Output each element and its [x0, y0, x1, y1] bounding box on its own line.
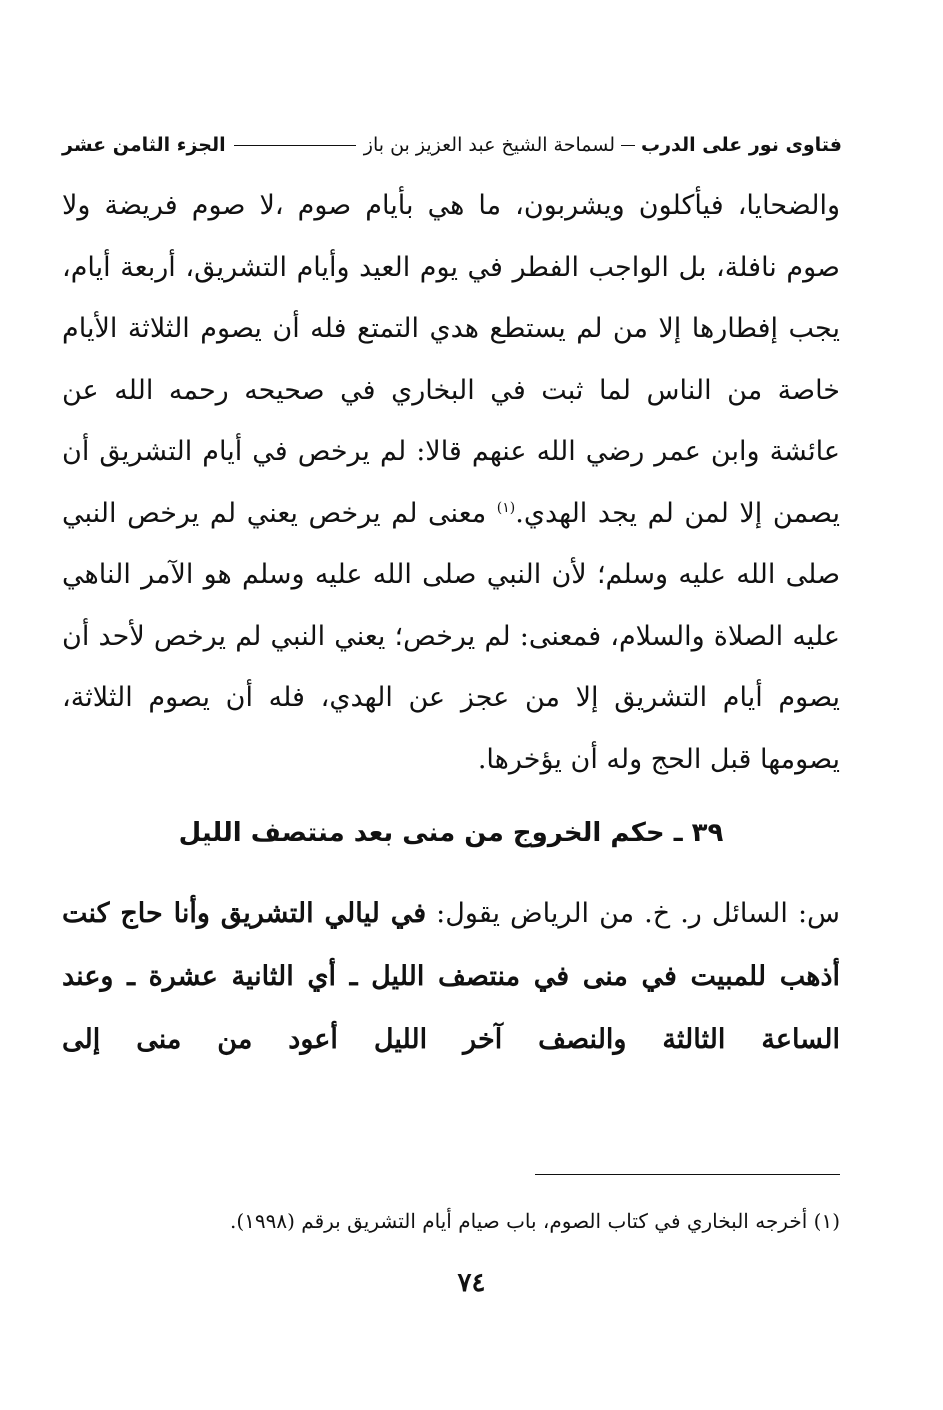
body-paragraph — [62, 175, 840, 790]
header-author: لسماحة الشيخ عبد العزيز بن باز — [363, 134, 615, 156]
header-volume: الجزء الثامن عشر — [62, 134, 226, 156]
question-text: في ليالي التشريق وأنا حاج كنت أذهب للمبيت في منى في منتصف الليل ـ أي الثانية عشرة ـ وعند الساعة الثالثة والنصف آخر الليل أعود من منى إلى — [62, 898, 840, 1055]
section-heading: ٣٩ ـ حكم الخروج من منى بعد منتصف الليل — [178, 818, 724, 848]
footnote-divider — [535, 1174, 840, 1175]
running-header — [62, 128, 842, 162]
body-paragraph-continued: معنى لم يرخص يعني لم يرخص النبي صلى الله عليه وسلم؛ لأن النبي صلى الله عليه وسلم هو الآمر الناهي عليه الصلاة والسلام، فمعنى: لم يرخص؛ يعني النبي لم يرخص لأحد أن يصوم أيام التشريق إلا من عجز عن الهدي، فله أن يصوم الثلاثة، يصومها قبل الحج وله أن يؤخرها. — [62, 497, 840, 775]
footnote-reference[interactable]: (١) — [496, 499, 516, 516]
main-text — [62, 175, 840, 790]
header-book-title: فتاوى نور على الدرب — [641, 134, 842, 156]
question-asker: السائل ر. خ. من الرياض يقول: — [426, 898, 798, 929]
page-number: ٧٤ — [457, 1268, 486, 1298]
header-rule — [234, 145, 356, 146]
question-block — [62, 882, 840, 1071]
question-label: س: — [797, 898, 840, 929]
body-paragraph-main: والضحايا، فيأكلون ويشربون، ما هي بأيام صوم ،لا صوم فريضة ولا صوم نافلة، بل الواجب الفطر في يوم العيد وأيام التشريق، أربعة أيام، يجب إفطارها إلا من لم يستطع هدي التمتع فله أن يصوم الثلاثة الأيام خاصة من الناس لما ثبت في البخاري في صحيحه رحمه الله عن عائشة وابن عمر رضي الله عنهم قالا: لم يرخص في أيام التشريق أن يصمن إلا لمن لم يجد الهدي. — [62, 190, 840, 529]
footnote: (١) أخرجه البخاري في كتاب الصوم، باب صيام أيام التشريق برقم (١٩٩٨). — [229, 1209, 840, 1233]
header-dash — [621, 145, 635, 146]
